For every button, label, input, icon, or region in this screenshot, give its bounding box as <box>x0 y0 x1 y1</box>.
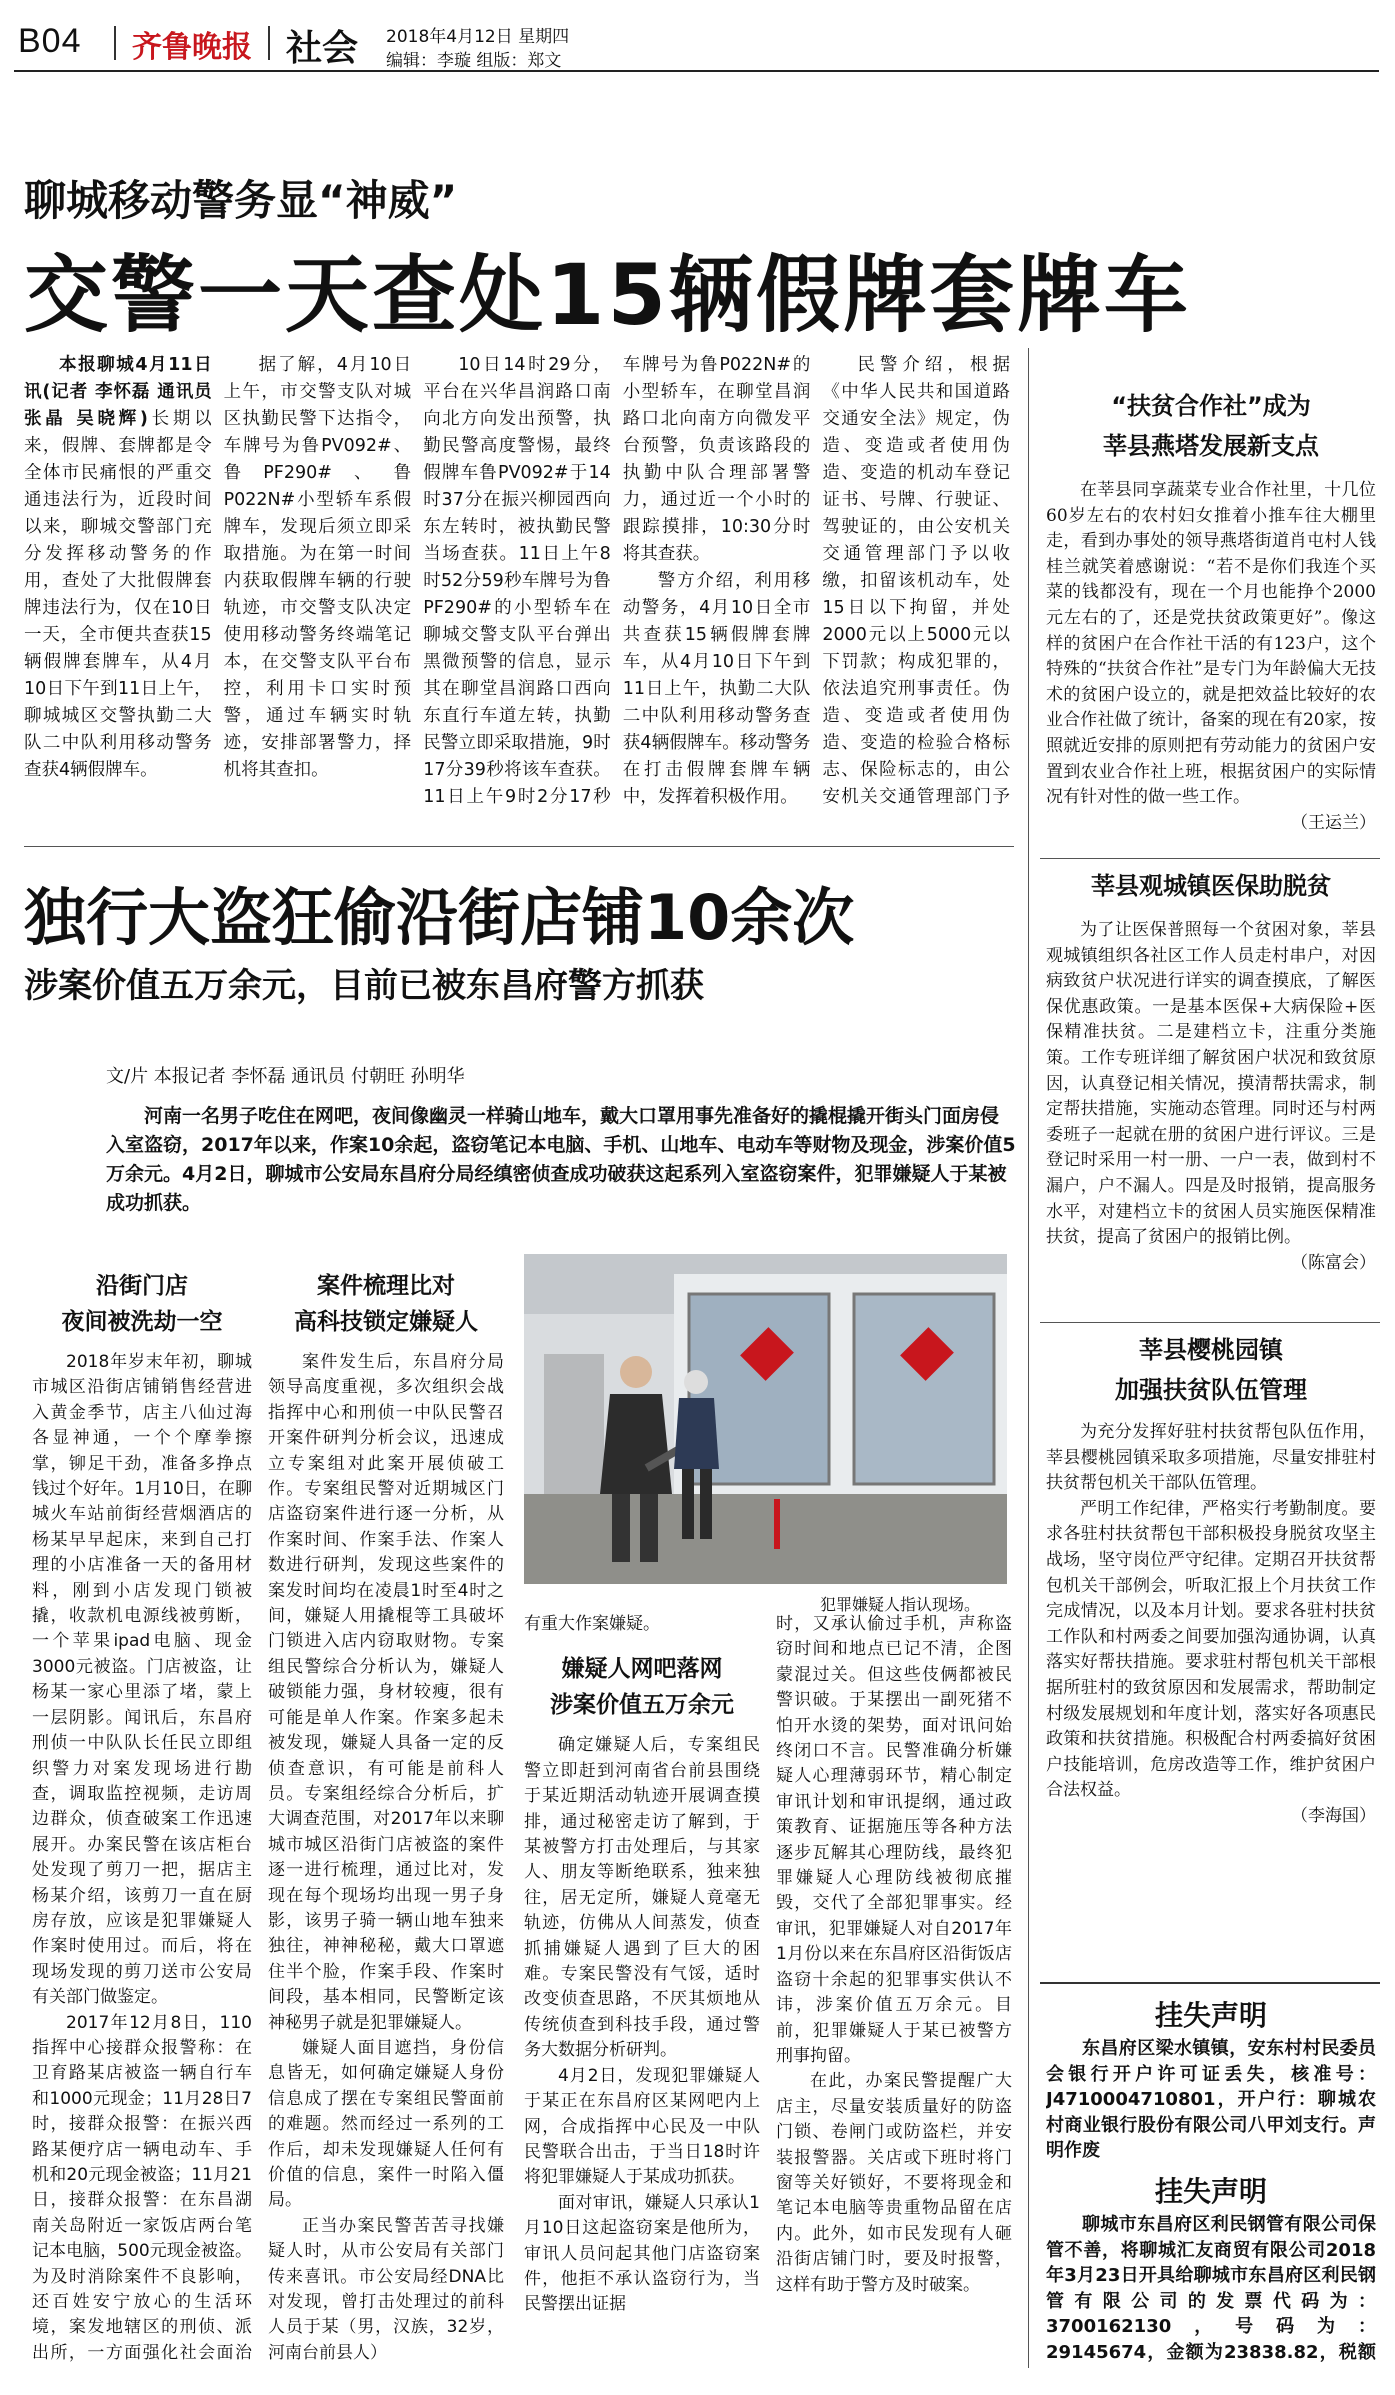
sidebar-story2-title: 莘县观城镇医保助脱贫 <box>1091 872 1331 900</box>
article1-paragraph <box>24 352 212 784</box>
divider <box>114 26 116 60</box>
photo-illustration <box>524 1254 1007 1584</box>
article1-kicker: 聊城移动警务显“神威” <box>24 176 458 225</box>
notice2-body <box>1046 2212 1376 2368</box>
page-header <box>14 14 1379 72</box>
article2-column-b <box>268 1350 504 2368</box>
article1-dateline: 本报聊城4月11日讯(记者 李怀磊 通讯员 张晶 吴晓辉) <box>24 355 212 429</box>
suspect-photo <box>524 1254 1007 1584</box>
article2-lead: 河南一名男子吃住在网吧，夜间像幽灵一样骑山地车，戴大口罩用事先准备好的撬棍撬开街头门面房侵入室盗窃，2017年以来，作案10余起，盗窃笔记本电脑、手机、山地车、电动车等财物及现金，涉案价值5万余元。4月2日，聊城市公安局东昌府分局经缜密侦查成功破获这起系列入室盗窃案件，犯罪嫌疑人于某被成功抓获。 <box>106 1105 1016 1214</box>
article2-paragraph: 2018年岁末年初，聊城市城区沿街店铺销售经营进入黄金季节，店主八仙过海各显神通，一个个摩拳擦掌，铆足干劲，准备多挣点钱过个好年。1月10日，在聊城火车站前街经营烟酒店的杨某早早起床，来到自己打理的小店准备一天的备用材料，刚到小店发现门锁被撬，收款机电源线被剪断，一个苹果ipad电脑、现金3000元被盗。门店被盗，让杨某一家心里添了堵，蒙上一层阴影。闻讯后，东昌府刑侦一中队队长任民立即组织警力对案发现场进行勘查，调取监控视频，走访周边群众，侦查破案工作迅速展开。办案民警在该店柜台处发现了剪刀一把，据店主杨某介绍，该剪刀一直在厨房存放，应该是犯罪嫌疑人作案时使用过。而后，将在现场发现的剪刀送市公安局有关部门做鉴定。 <box>32 1352 252 2008</box>
sidebar-story3-title <box>1046 1330 1376 1410</box>
sidebar-story1-title <box>1046 386 1376 466</box>
column-rule <box>1028 348 1029 2368</box>
article2-byline: 文/片 本报记者 李怀磊 通讯员 付朝旺 孙明华 <box>106 1066 465 1087</box>
section-rule <box>24 846 1014 847</box>
sidebar-paragraph: 严明工作纪律，严格实行考勤制度。要求各驻村扶贫帮包干部积极投身脱贫攻坚主战场，坚守岗位严守纪律。定期召开扶贫帮包机关干部例会，听取汇报上个月扶贫工作完成情况，以及本月计划。要求各驻村扶贫工作队和村两委之间要加强沟通协调，认真落实好帮扶措施。要求驻村帮包机关干部根据所驻村的致贫原因和发展需求，帮助制定村级发展规划和年度计划，落实好各项惠民政策和扶贫措施。积极配合村两委搞好贫困户技能培训，危房改造等工作，维护贫困户合法权益。 <box>1046 1498 1376 1801</box>
sidebar-rule <box>1040 858 1380 859</box>
subhead-line: 嫌疑人网吧落网 <box>561 1656 723 1683</box>
article2-subhead-b <box>268 1268 504 1340</box>
title-line: 加强扶贫队伍管理 <box>1115 1376 1307 1404</box>
divider <box>268 26 270 60</box>
article2-subhead: 涉案价值五万余元，目前已被东昌府警方抓获 <box>24 966 704 1006</box>
article2-headline: 独行大盗狂偷沿街店铺10余次 <box>24 881 855 954</box>
notice1-title: 挂失声明 <box>1154 1999 1267 2032</box>
article2-paragraph: 4月2日，发现犯罪嫌疑人于某正在东昌府区某网吧内上网，合成指挥中心民及一中队民警联合出击，于当日18时许将犯罪嫌疑人于某成功抓获。 <box>524 2065 760 2188</box>
subhead-line: 夜间被洗劫一空 <box>61 1309 223 1335</box>
article2-paragraph: 面对审讯，嫌疑人只承认1月10日这起盗窃案是他所为，审讯人员问起其他门店盗窃案件，他拒不承认盗窃行为，当民警摆出证据 <box>524 2192 760 2315</box>
sidebar-paragraph: 在莘县同享蔬菜专业合作社里，十几位60岁左右的农村妇女推着小推车往大棚里走，看到办事处的领导燕塔街道肖屯村人钱桂兰就笑着感谢说：“若不是你们我连个买菜的钱都没有，现在一个月也能挣个2000元左右的了，还是党扶贫政策更好”。像这样的贫困户在合作社干活的有123户，这个特殊的“扶贫合作社”是专门为年龄偏大无技术的贫困户设立的，就是把效益比较好的农业合作社做了统计，备案的现在有20家，按照就近安排的原则把有劳动能力的贫困户安置到农业合作社上班，根据贫困户的实际情况有针对性的做一些工作。 <box>1046 480 1376 808</box>
sidebar-rule <box>1040 1982 1380 1984</box>
author-signature: （陈富会） <box>1291 1252 1376 1273</box>
article2-subhead-c <box>524 1651 760 1723</box>
photo-caption: 犯罪嫌疑人指认现场。 <box>820 1595 981 1614</box>
notice-paragraph: 东昌府区梁水镇镇，安东村村民委员会银行开户许可证丢失，核准号：J4710004710801，开户行：聊城农村商业银行股份有限公司八甲刘支行。声明作废 <box>1046 2038 1376 2162</box>
subhead-line: 案件梳理比对 <box>317 1273 455 1299</box>
article2-column-a <box>32 1350 252 2368</box>
author-signature: （李海国） <box>1291 1805 1376 1826</box>
article2-paragraph: 2017年12月8日，110指挥中心接群众报警称：在卫育路某店被盗一辆自行车和1000元现金；11月28日7时，接群众报警：在振兴西路某便疗店一辆电动车、手机和20元现金被盗；11月21日，接群众报警：在东昌湖南关岛附近一家饭店两台笔记本电脑，500元现金被盗。为及时消除案件不良影响，还百姓安宁放心的生活环境，案发地辖区的刑侦、派出所，一方面强化社会面治 <box>32 2012 252 2363</box>
article1-paragraph: 10日14时29分，平台在兴华昌润路口南向北方向发出预警，执勤民警高度警惕，最终假牌车鲁PV092#于14时37分在振兴柳园西向东左转时，被执勤民警当场查获。11日上午8时52分59秒车牌号为鲁PF290#的小型轿车在聊城交警支队平台弹出黑微预警的信息，显示其在聊堂昌润路口西向东直行车道左转，执勤民警立即采取措施，9时17分39秒将该车查获。11日上午9时2分17秒车牌号为鲁P022N#的小型轿车，在聊堂昌润路口北向南方向微发平台预警，负责该路段的执勤中队合理部署警力，通过近一个小时的跟踪摸排，10:30分时将其查获。 <box>423 355 811 807</box>
article2-column-c <box>524 1612 760 2368</box>
sidebar-story3-body <box>1046 1420 1376 1976</box>
notice-paragraph: 聊城市东昌府区利民钢管有限公司保管不善，将聊城汇友商贸有限公司2018年3月23日开具给聊城市东昌府区利民钢管有限公司的发票代码为：3700162130，号码为：29145674，金额为23838.82，税额 <box>1046 2214 1376 2363</box>
issue-date: 2018年4月12日 星期四 <box>386 27 570 47</box>
title-line: “扶贫合作社”成为 <box>1111 392 1311 420</box>
article2-paragraph: 时，又承认偷过手机，声称盗窃时间和地点已记不清，企图蒙混过关。但这些伎俩都被民警识破。于某摆出一副死猪不怕开水烫的架势，面对讯问始终闭口不言。民警准确分析嫌疑人心理薄弱环节，精心制定审讯计划和审讯提纲，通过政策教育、证据施压等各种方法逐步瓦解其心理防线，最终犯罪嫌疑人心理防线被彻底摧毁，交代了全部犯罪事实。经审讯，犯罪嫌疑人对自2017年1月份以来在东昌府区沿街饭店盗窃十余起的犯罪事实供认不讳，涉案价值五万余元。目前，犯罪嫌疑人于某已被警方刑事拘留。 <box>776 1614 1012 2066</box>
article1-body <box>24 352 1010 832</box>
subhead-line: 涉案价值五万余元 <box>550 1692 734 1719</box>
article1-paragraph: 据了解，4月10日上午，市交警支队对城区执勤民警下达指令，车牌号为鲁PV092#、鲁PF290#、鲁P022N#小型轿车系假牌车，发现后须立即采取措施。为在第一时间内获取假牌车辆的行驶轨迹，市交警支队决定使用移动警务终端笔记本，在交警支队平台布控，利用卡口实时预警，通过车辆实时轨迹，安排部署警力，择机将其查扣。 <box>223 355 412 780</box>
newspaper-logo: 齐鲁晚报 <box>132 30 252 65</box>
article1-paragraph: 民警介绍，根据《中华人民共和国道路交通安全法》规定，伪造、变造或者使用伪造、变造的机动车登记证书、号牌、行驶证、驾驶证的，由公安机关交通管理部门予以收缴，扣留该机动车，处15日以下拘留，并处2000元以上5000元以下罚款；构成犯罪的，依法追究刑事责任。伪造、变造或者使用伪造、变造的检验合格标志、保险标志的，由公安机关交通管理部门予 <box>822 355 1010 807</box>
article1-headline: 交警一天查处15辆假牌套牌车 <box>24 246 1191 344</box>
section-name: 社会 <box>286 28 359 69</box>
article2-paragraph: 嫌疑人面目遮挡，身份信息皆无，如何确定嫌疑人身份信息成了摆在专案组民警面前的难题。然而经过一系列的工作后，却未发现嫌疑人任何有价值的信息，案件一时陷入僵局。 <box>268 2037 504 2211</box>
sidebar-rule <box>1040 1322 1380 1323</box>
editors: 编辑：李璇 组版：郑文 <box>386 51 562 71</box>
sidebar-story1-body <box>1046 478 1376 848</box>
article2-paragraph: 有重大作案嫌疑。 <box>524 1614 660 1634</box>
sidebar-story2-body <box>1046 918 1376 1314</box>
author-signature: （王运兰） <box>1291 812 1376 833</box>
article2-column-d <box>776 1612 1012 2368</box>
subhead-line: 高科技锁定嫌疑人 <box>294 1309 478 1335</box>
page-number: B04 <box>18 22 82 60</box>
title-line: 莘县燕塔发展新支点 <box>1103 432 1319 460</box>
article1-text: 长期以来，假牌、套牌都是令全体市民痛恨的严重交通违法行为，近段时间以来，聊城交警部门充分发挥移动警务的作用，查处了大批假牌套牌违法行为，仅在10日一天，全市便共查获15辆假牌套牌车，从4月10日下午到11日上午，聊城城区交警执勤二大队二中队利用移动警务查获4辆假牌车。 <box>24 409 212 780</box>
sidebar-paragraph: 为充分发挥好驻村扶贫帮包队伍作用，莘县樱桃园镇采取多项措施，尽量安排驻村扶贫帮包机关干部队伍管理。 <box>1046 1422 1376 1494</box>
sidebar-paragraph: 为了让医保普照每一个贫困对象，莘县观城镇组织各社区工作人员走村串户，对因病致贫户状况进行详实的调查摸底，了解医保优惠政策。一是基本医保+大病保险+医保精准扶贫。二是建档立卡，注重分类施策。工作专班详细了解贫困户状况和致贫原因，认真登记相关情况，摸清帮扶需求，制定帮扶措施，实施动态管理。同时还与村两委班子一起就在册的贫困户进行评议。三是登记时采用一村一册、一户一表，做到村不漏户，户不漏人。四是及时报销，提高服务水平，对建档立卡的贫困人员实施医保精准扶贫，提高了贫困户的报销比例。 <box>1046 920 1376 1248</box>
article2-paragraph: 案件发生后，东昌府分局领导高度重视，多次组织会战指挥中心和刑侦一中队民警召开案件研判分析会议，迅速成立专案组对此案开展侦破工作。专案组民警对近期城区门店盗窃案件进行逐一分析，从作案时间、作案手法、作案人数进行研判，发现这些案件的案发时间均在凌晨1时至4时之间，嫌疑人用撬棍等工具破坏门锁进入店内窃取财物。专案组民警综合分析认为，嫌疑人破锁能力强，身材较瘦，很有可能是单人作案。作案多起未被发现，嫌疑人具备一定的反侦查意识，有可能是前科人员。专案组经综合分析后，扩大调查范围，对2017年以来聊城市城区沿街门店被盗的案件逐一进行梳理，通过比对，发现在每个现场均出现一男子身影，该男子骑一辆山地车独来独往，神神秘秘，戴大口罩遮住半个脸，作案手段、作案时间段，基本相同，民警断定该神秘男子就是犯罪嫌疑人。 <box>268 1352 504 2033</box>
article2-paragraph: 正当办案民警苦苦寻找嫌疑人时，从市公安局有关部门传来喜讯。市公安局经DNA比对发现，曾打击处理过的前科人员于某（男，汉族，32岁，河南台前县人） <box>268 2215 504 2363</box>
subhead-line: 沿街门店 <box>96 1273 188 1299</box>
article2-paragraph: 在此，办案民警提醒广大店主，尽量安装质量好的防盗门锁、卷闸门或防盗栏，并安装报警器。关店或下班时将门窗等关好锁好，不要将现金和笔记本电脑等贵重物品留在店内。此外，如市民发现有人砸沿街店铺门时，要及时报警，这样有助于警方及时破案。 <box>776 2071 1012 2295</box>
article2-subhead-a <box>32 1268 252 1340</box>
notice1-body <box>1046 2036 1376 2164</box>
article1-paragraph: 警方介绍，利用移动警务，4月10日全市共查获15辆假牌套牌车，从4月10日下午到11日上午，执勤二大队二中队利用移动警务查获4辆假牌车。移动警务在打击假牌套牌车辆中，发挥着积极作用。 <box>622 571 811 807</box>
notice2-title: 挂失声明 <box>1154 2175 1267 2208</box>
title-line: 莘县樱桃园镇 <box>1139 1336 1283 1364</box>
article2-paragraph: 确定嫌疑人后，专案组民警立即赶到河南省台前县围绕于某近期活动轨迹开展调查摸排，通过秘密走访了解到，于某被警方打击处理后，与其家人、朋友等断绝联系，独来独往，居无定所，嫌疑人竟毫无轨迹，仿佛从人间蒸发，侦查抓捕嫌疑人遇到了巨大的困难。专案民警没有气馁，适时改变侦查思路，不厌其烦地从传统侦查到科技手段，通过警务大数据分析研判。 <box>524 1735 760 2061</box>
